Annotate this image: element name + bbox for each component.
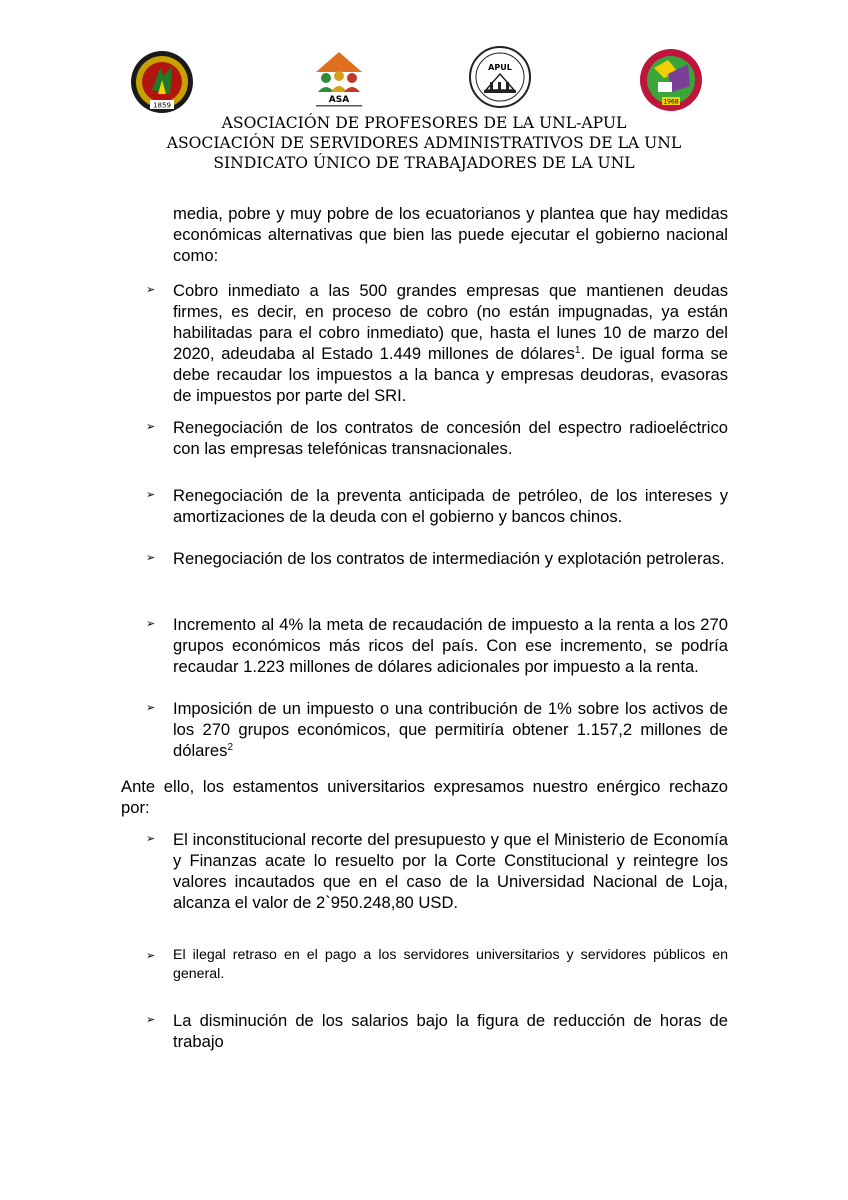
apul-logo	[468, 44, 532, 115]
arrow-bullet-icon: ➢	[146, 488, 156, 501]
header-title-asa: ASOCIACIÓN DE SERVIDORES ADMINISTRATIVOS DE LA UNL	[166, 134, 682, 152]
arrow-bullet-icon: ➢	[146, 420, 156, 433]
arrow-bullet-icon: ➢	[146, 1013, 156, 1026]
rejection-text: El ilegal retraso en el pago a los servidores universitarios y servidores públicos en general.	[173, 947, 728, 982]
footnote-ref: 1	[574, 345, 581, 356]
arrow-bullet-icon: ➢	[146, 551, 156, 564]
measure-text: Renegociación de la preventa anticipada de petróleo, de los intereses y amortizaciones de la deuda con el gobierno y bancos chinos.	[173, 486, 728, 526]
measure-text: Incremento al 4% la meta de recaudación de impuesto a la renta a los 270 grupos económicos más ricos del país. Con ese incremento, se podría recaudar 1.223 millones de dólares adicionales por impuesto a la renta.	[173, 615, 728, 676]
measure-text: Renegociación de los contratos de intermediación y explotación petroleras.	[173, 549, 725, 568]
measure-text: Renegociación de los contratos de concesión del espectro radioeléctrico con las empresas telefónicas transnacionales.	[173, 418, 728, 458]
intro-paragraph: media, pobre y muy pobre de los ecuatorianos y plantea que hay medidas económicas alternativas que bien las puede ejecutar el gobierno nacional como:	[173, 204, 728, 265]
rejection-text: La disminución de los salarios bajo la figura de reducción de horas de trabajo	[173, 1011, 728, 1051]
header-title-apul: ASOCIACIÓN DE PROFESORES DE LA UNL-APUL	[221, 114, 627, 132]
apul-logo-text: APUL	[488, 63, 512, 72]
unl-seal-logo	[130, 50, 194, 119]
arrow-bullet-icon: ➢	[146, 617, 156, 630]
arrow-bullet-icon: ➢	[146, 832, 156, 845]
sindicato-logo-year: 1968	[663, 98, 679, 106]
asa-logo	[306, 48, 372, 115]
arrow-bullet-icon: ➢	[146, 701, 156, 714]
measure-text: Imposición de un impuesto o una contribución de 1% sobre los activos de los 270 grupos económicos, que permitiría obtener 1.157,2 millones de dólares$^2$	[173, 699, 728, 760]
sindicato-logo	[638, 48, 704, 117]
arrow-bullet-icon: ➢	[146, 949, 156, 962]
footnote-ref: 2	[227, 742, 233, 753]
asa-logo-text: ASA	[328, 95, 350, 105]
statement-paragraph: Ante ello, los estamentos universitarios expresamos nuestro enérgico rechazo por:	[121, 777, 728, 817]
rejection-text: El inconstitucional recorte del presupuesto y que el Ministerio de Economía y Finanzas acate lo resuelto por la Corte Constitucional y reintegre los valores incautados que en el caso de la Universidad Nacional de Loja, alcanza el valor de 2`950.248,80 USD.	[173, 830, 728, 912]
header-title-sindicato: SINDICATO ÚNICO DE TRABAJADORES DE LA UNL	[213, 154, 635, 172]
measure-text: Cobro inmediato a las 500 grandes empresas que mantienen deudas firmes, es decir, en proceso de cobro (no están impugnadas, ya están habilitadas para el cobro inmediato) que, hasta el lunes 10 de marzo del 2020, adeudaba al Estado 1.449 millones de dólares$^1$. De igual forma se debe recaudar los impuestos a la banca y empresas deudoras, evasoras de impuestos por parte del SRI.	[173, 281, 728, 405]
logo-row	[0, 44, 848, 116]
unl-seal-year: 1859	[153, 101, 171, 110]
arrow-bullet-icon: ➢	[146, 283, 156, 296]
